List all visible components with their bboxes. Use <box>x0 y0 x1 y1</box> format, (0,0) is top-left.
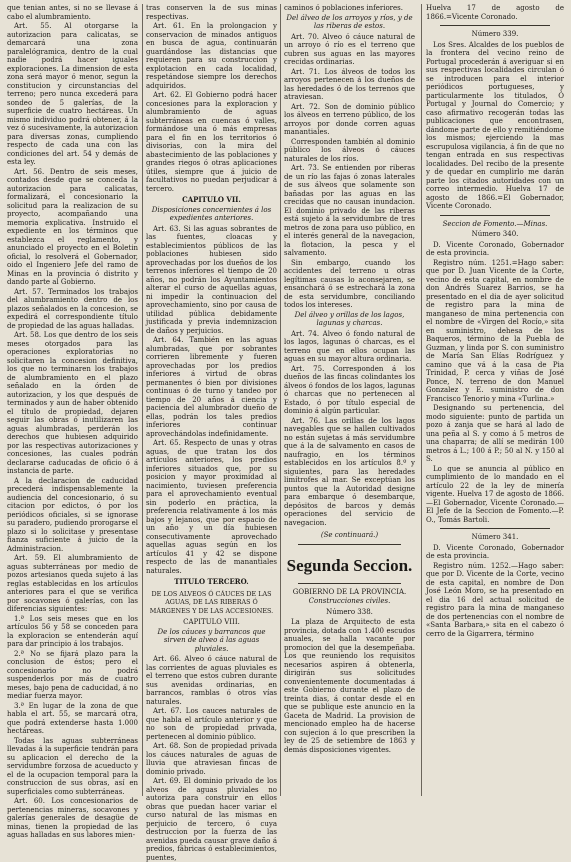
section-heading: Segunda Seccion. <box>286 555 413 575</box>
article-74: Art. 74. Alveo ó fondo natural de los lagos, lagunas ó charcas, es el terreno que en ellos ocupan las aguas en su mayor altura ordinaria. <box>284 329 415 363</box>
notice-body: Registro núm. 1252.—Hago saber: que por D. Vicente de la Corte, vecino de esta capital, en nombre de Don José León Moro, se ha presentado en el dia 16 del actual solicitud de registro para la mina de manganeso de dos pertenencias con el nombre de «Santa Barbara,» sita en el cabezo ó cerro de la Gigarrera, término <box>426 561 564 638</box>
article-68: Art. 68. Son de propiedad privada los cáuces naturales de aguas de lluvia que atraviesan fincas de dominio privado. <box>146 742 277 776</box>
article-65: Art. 65. Respecto de unas y otras aguas, de que tratan los dos artículos anteriores, los predios inferiores situados que, por su posicion y mayor proximidad al nacimiento, tuviesen preferencia para el aprovechamiento eventual sin poderlo en práctica, la preferencia relativamente á los más bajos y lejanos, que por espacio de un año y un día hubiesen consecutivamente aprovechado aquellas aguas según en los artículos 41 y 42 se dispone respecto de las de manantiales naturales. <box>146 439 277 575</box>
paragraph: tras conserven la de sus minas respectivas. <box>146 4 277 21</box>
paragraph: 3.ª En lugar de la zona de que habla el art. 55, se marcará otra, que podrá extenderse hasta 1.000 hectáreas. <box>7 701 138 735</box>
article-73: Art. 73. Se entienden por riberas de un río las fajas ó zonas laterales de sus álveos que solamente son bañadas por las aguas en las crecidas que no causan inundacion. El dominio privado de las riberas está sujeto á la servidumbre de tres metros de zona para uso público, en el interés general de la navegacion, la flotacion, la pesca y el salvamento. <box>284 164 415 257</box>
article-56: Art. 56. Dentro de seis meses, contados desde que se conceda la autorizacion para calicatas, formalizará, el concesionario la solicitud para la realizacion de su proyecto, acompañando una memoria explicativa. Instruido el expediente en los términos que establezca el reglamento, y anunciado el proyecto en el Boletin oficial, lo resolverá el Gobernador, oido el Ingeniero Jefe del ramo de Minas en la provincia ó distrito y dando parte al Gobierno. <box>7 167 138 286</box>
article-63: Art. 63. Si las aguas sobrantes de las fuentes, cloacas y establecimientos públicos de las poblaciones hubiesen sido aprovechadas por los dueños de los terrenos inferiores el tiempo de 20 años, no podrán los Ayuntamientos alterar el curso de aquellas aguas, ni impedir la continuacion del aprovechamiento, sino por causa de utilidad pública debidamente justificada y previa indemnizacion de daños y perjuicios. <box>146 224 277 335</box>
divider <box>440 215 550 216</box>
column-2 <box>146 4 277 862</box>
notice-body: Lo que se anuncia al público en cumplimiento de lo mandado en el artículo 22 de la ley de minería vigente. Huelva 17 de agosto de 1866.—El Gobernador, Vicente Coronado.—El Jefe de la Seccion de Fomento.—P. O., Tomás Bartoli. <box>426 464 564 524</box>
notice-body: Los Sres. Alcaldes de los pueblos de la frontera del vecino reino de Portugal procederán á averiguar si en sus respectivas localidades circulan ó se introducen para el interior periódicos portugueses, y particularmente los titulados, Ó Portugal y Journal do Comercio; y caso afirmativo recogerán todas las publicaciones que encontrasen, dándome parte de ello y remitiéndome los mismos; ejerciendo la mas escrupulosa vigilancia, á fin de que no tengan entrada en sus respectivas localidades. Del recibo de la presente y de quedar en cumplirlo me darán parte los citados autoridades con un correo intermedio. Huelva 17 de agosto de 1866.=El Gobernador, Vicente Coronado. <box>426 40 564 210</box>
notice-header: D. Vicente Coronado, Gobernador de esta provincia. <box>426 240 564 257</box>
chapter-subtitle: Disposiciones concernientes á los expedientes anteriores. <box>151 205 272 222</box>
article-71: Art. 71. Los álveos de todos los arroyos pertenecen á los dueños de las heredades ó de los terrenos que atraviesan. <box>284 67 415 101</box>
article-62: Art. 62. El Gobierno podrá hacer concesiones para la exploracion y alumbramiento de aguas subterráneas en cuencas ó valles, formándose una ó más empresas para el fin en los territorios ó divisorias, con la mira del abastecimiento de las poblaciones y grandes riegos ó otras aplicaciones útiles, siempre que á juicio de facultativos no puedan perjudicar á tercero. <box>146 91 277 193</box>
paragraph: 1.ª Los seis meses que en los artículos 56 y 58 se conceden para la exploracion se entenderán aquí para dar principio á los trabajos. <box>7 614 138 648</box>
chapter-heading: CAPITULO VIII. <box>183 618 240 626</box>
article-76: Art. 76. Las orillas de los lagos navegables que se hallen cultivados no están sujetas á más servidumbre que á la de salvamento en casos de naufragio, en los términos establecidos en los artículos 8.º y siguientes, para las heredades limítrofes al mar. Se exceptúan los puntos que la Autoridad designe para embarque ó desembarque, depósitos de barcos y demás operaciones del servicio de navegacion. <box>284 416 415 527</box>
notice-number: Número 340. <box>471 230 519 238</box>
title-heading: TITULO TERCERO. <box>174 577 249 586</box>
column-4 <box>426 4 564 796</box>
paragraph: caminos ó poblaciones inferiores. <box>284 4 403 12</box>
notice-number: Número 341. <box>471 533 519 541</box>
title-subtitle: DE LOS ALVEOS Ó CÁUCES DE LAS AGUAS, DE LAS RIBERAS Ó MÁRGENES Y DE LAS ACCESIONES. <box>149 589 274 615</box>
section-subtitle: Del álveo y orillas de los lagos, lagunas y charcas. <box>294 310 405 327</box>
section-subtitle: Del álveo de los arroyos y ríos, y de las riberas de estos. <box>286 13 413 30</box>
divider <box>440 528 550 529</box>
article-64: Art. 64. También en las aguas alumbradas, que por sobrantes corrieren libremente y fueren aprovechadas por los predios inferiores á virtud de obras permanentes ó bien por divisiones continuas ó de turno y tandeo por tiempo de 20 años á ciencia y paciencia del alumbrador dueño de ellas, podrán los tales predios inferiores continuar aprovechándolas indefinidamente. <box>146 336 277 438</box>
notice-number: Número 338. <box>326 607 373 616</box>
paragraph: Sin embargo, cuando los accidentes del terreno u otras legítimas causas lo aconsejaren, se ensanchará ó se estrechará la zona de esta servidumbre, conciliando todos los intereses. <box>284 258 415 309</box>
paragraph: Todas las aguas subterráneas llevadas á la superficie tendrán para su aplicacion el derecho de la servidumbre forzosa de acueducto y el de la ocupacion temporal para la construccion de sus obras, así en superficiales como subterráneas. <box>7 736 138 796</box>
section-subtitle: Seccion de Fomento.—Minas. <box>442 219 548 228</box>
paragraph: Huelva 17 de agosto de 1866.=Vicente Coronado. <box>426 4 564 21</box>
notice-number: Número 339. <box>471 30 519 38</box>
divider <box>298 583 401 584</box>
article-59: Art. 59. El alumbramiento de aguas subterráneas por medio de pozos artesianos queda sujeto á las reglas establecidas en los artículos anteriores para el que se verifica por socavones ó galerías, con las diferencias siguientes: <box>7 554 138 613</box>
paragraph: que tenian antes, si no se llevase á cabo el alumbramiento. <box>7 4 138 21</box>
column-3 <box>284 4 415 796</box>
chapter-subtitle: De los cáuces y barrancos que sirven de alveo á las aguas pluviales. <box>157 627 266 653</box>
article-55: Art. 55. Al otorgarse la autorizacion para calicatas, se demarcará una zona paralelógramica, dentro de la cual nadie podrá hacer iguales exploraciones. La dimension de esta zona será mayor ó menor, segun la constitucion y circunstancias del terreno; pero nunca excederá para sondeo de 5 galerías, de la superficie de cuatro hectáreas. Un mismo individuo podrá obtener, á la vez ó sucesivamente, la autorizacion para diversas zonas, cumpliendo respecto de cada una con las condiciones del art. 54 y demás de esta ley. <box>7 22 138 166</box>
paragraph: Corresponden también al dominio público los álveos ó cáuces naturales de los ríos. <box>284 137 415 163</box>
paragraph: A la declaracion de caducidad precederá indispensablemente la audiencia del concesionario, ó su citacion por edictos, ó por los periódicos oficiales, si se ignorase su paradero, pudiendo prorogarse el plazo si lo solicitase y presentase fianza suficiente á juicio de la Administracion. <box>7 476 138 553</box>
paragraph: 2.ª No se fijará plazo para la conclusion de éstos; pero el concesionario no podrá suspenderlos por más de cuatro meses, bajo pena de caducidad, á no mediar fuerza mayor. <box>7 649 138 700</box>
section-subtitle: Construcciones civiles. <box>308 597 391 605</box>
divider <box>440 25 550 26</box>
article-72: Art. 72. Son de dominio público los álveos en terreno público, de los arroyos por donde corren aguas manantiales. <box>284 102 415 136</box>
column-rule <box>142 4 143 796</box>
continuation-note: (Se continuará.) <box>320 531 379 539</box>
government-heading: GOBIERNO DE LA PROVINCIA. <box>292 587 407 596</box>
article-58: Art. 58. Los que dentro de los seis meses otorgados para las operaciones exploratorias no solicitaren la concesion definitiva, los que no terminaren los trabajos de alumbramiento en el plazo señalado en la órden de autorizacion, y los que después de terminados y aun de haber obtenido el título de propiedad, dejaren seguir las obras ó inutilizaren las aguas alumbradas, perderán los derechos que hubiesen adquirido por las respectivas autorizaciones y concesiones, las cuales podrán declararse caducadas de oficio ó á instancia de parte. <box>7 331 138 475</box>
article-57: Art. 57. Terminados los trabajos del alumbramiento dentro de los plazos señalados en la concesion, se expedirá el correspondiente título de propiedad de las aguas halladas. <box>7 287 138 330</box>
article-60: Art. 60. Los concesionarios de pertenencias mineras, socavones y galerías generales de desagüe de minas, tienen la propiedad de las aguas halladas en sus labores mien- <box>7 797 138 839</box>
article-75: Art. 75. Corresponden á los dueños de las fincas colindantes los álveos ó fondos de los lagos, lagunas ó charcas que no pertenecen al Estado, ó por título especial de dominio á algún particular. <box>284 364 415 415</box>
column-rule <box>280 4 281 796</box>
divider <box>298 544 401 545</box>
notice-body: La plaza de Arquitecto de esta provincia, dotada con 1.400 escudos anuales, se halla vacante por promocion del que la desempeñaba. Los que reuniendo los requisitos necesarios aspiren á obtenerla, dirigirán sus solicitudes convenientemente documentadas á este Gobierno durante el plazo de treinta dias, á contar desde el en que se publique este anuncio en la Gaceta de Madrid. La provision de mencionado empleo ha de hacerse con sujecion á lo que prescriben la ley de 25 de setiembre de 1863 y demás disposiciones vigentes. <box>284 618 415 754</box>
article-70: Art. 70. Alveo ó cáuce natural de un arroyo ó río es el terreno que cubren sus aguas en las mayores crecidas ordinarias. <box>284 32 415 66</box>
chapter-heading: CAPITULO VII. <box>182 195 241 204</box>
article-66: Art. 66. Alveo ó cáuce natural de las corrientes de aguas pluviales es el terreno que estos cubren durante sus avenidas ordinarias, en barrancos, ramblas ó otros vías naturales. <box>146 655 277 706</box>
article-69: Art. 69. El dominio privado de los alveos de aguas pluviales no autoriza para construir en ellos obras que puedan hacer variar el curso natural de las mismas en perjuicio de tercero, ó cuya destruccion por la fuerza de las avenidas pueda causar grave daño á predios, fábricas ó establecimientos, puentes, <box>146 777 277 862</box>
article-61: Art. 61. En la prolongacion y conservacion de minados antiguos en busca de agua, continuarán guardándose las distancias que requieren para su construccion y explotacion en cada localidad, respetándose siempre los derechos adquiridos. <box>146 22 277 90</box>
notice-header: D. Vicente Coronado, Gobernador de esta provincia. <box>426 543 564 560</box>
article-67: Art. 67. Los cauces naturales de que habla el artículo anterior y que no son de propiedad privada, pertenecen al dominio público. <box>146 707 277 741</box>
column-rule <box>421 4 422 796</box>
column-1 <box>7 4 138 839</box>
notice-body: Designando su pertenencia, del modo siguiente: punto de partida un pozo á zanja que se hará al lado de una peña al S. y como á 5 metros de una chaparra; de allí se medirán 100 metros á L.; 100 á P.; 50 al N. y 150 al S. <box>426 404 564 463</box>
notice-body: Registro núm. 1251.=Hago saber: que por D. Juan Vicente de la Corte, vecino de esta capital, en nombre de don Andrés Suarez Barrios, se ha presentado en el dia de ayer solicitud de registro para la mina de manganeso de mina pertenencia con el nombre de «Virgen del Rocío,» sita en suministro, dehesa de los Baqueros, término de la Puebla de Guzman, y linda por S. con suministro de María San Elías Rodríguez y camino que vá á la casa de Pia Trinidad, P. cerca y viñas de José Ponce, N. terreno de don Manuel Gonzalez y E. suministro de don Francisco Tenorio y mina «Turlina.» <box>426 258 564 403</box>
